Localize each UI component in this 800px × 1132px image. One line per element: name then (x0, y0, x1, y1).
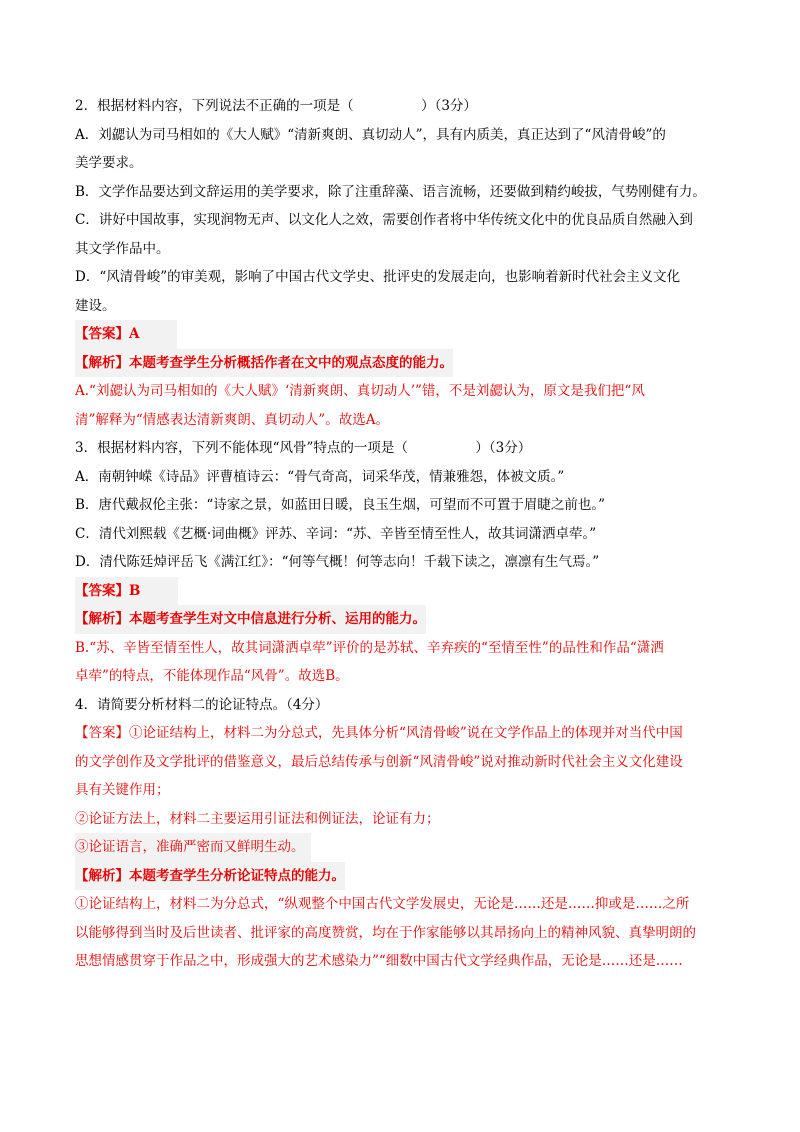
q2-option-a-line2: 美学要求。 (75, 155, 143, 171)
q4-answer-line5-row (75, 833, 727, 862)
q3-analysis: 【解析】本题考查学生对文中信息进行分析、运用的能力。 (75, 605, 426, 634)
q4-answer-line4: ②论证方法上，材料二主要运用引证法和例证法，论证有力； (75, 810, 440, 827)
q3-explanation-line2: 卓荦”的特点，不能体现作品“风骨”。故选B。 (75, 668, 349, 684)
q2-option-c-line2: 其文学作品中。 (75, 240, 170, 257)
q4-analysis: 【解析】本题考查学生分析论证特点的能力。 (75, 862, 345, 891)
q4-answer-line3: 具有关键作用； (75, 782, 170, 798)
q4-explanation-line1: ①论证结构上，材料二为分总式，“纵观整个中国古代文学发展史，无论是……还是……抑或是……之所 (75, 896, 690, 912)
q4-answer-line5: ③论证语言，准确严密而又鲜明生动。 (75, 833, 311, 862)
q4-analysis-row (75, 862, 727, 891)
q2-analysis: 【解析】本题考查学生分析概括作者在文中的观点态度的能力。 (75, 349, 453, 378)
q3-option-b: B．唐代戴叔伦主张：“诗家之景，如蓝田日暖，良玉生烟，可望而不可置于眉睫之前也。” (75, 497, 605, 513)
q3-explanation-line1: B.“苏、辛皆至情至性人，故其词潇洒卓荦”评价的是苏轼、辛弃疾的“至情至性”的品性和作品“潇洒 (75, 639, 664, 656)
q4-explanation-line3: 思想情感贯穿于作品之中，形成强大的艺术感染力”“细数中国古代文学经典作品，无论是……还是…… (75, 953, 683, 969)
q3-stem: 3．根据材料内容，下列不能体现“风骨”特点的一项是（ ）（3分） (75, 440, 532, 456)
q2-option-d-line2: 建设。 (75, 297, 116, 314)
q2-analysis-row (75, 349, 727, 378)
q3-analysis-row (75, 605, 727, 634)
q2-option-a-line1: A．刘勰认为司马相如的《大人赋》“清新爽朗、真切动人”，具有内质美，真正达到了“风清骨峻”的 (75, 126, 666, 143)
q4-answer-line1: 【答案】①论证结构上，材料二为分总式，先具体分析“风清骨峻”说在文学作品上的体现并对当代中国 (75, 725, 683, 741)
q2-option-d-line1: D．“风清骨峻”的审美观，影响了中国古代文学史、批评史的发展走向，也影响着新时代社会主义文化 (75, 269, 681, 285)
document-content (75, 92, 727, 976)
q2-explanation-line2: 清”解释为“情感表达清新爽朗、真切动人”。故选A。 (75, 411, 389, 428)
q2-option-b: B．文学作品要达到文辞运用的美学要求，除了注重辞藻、语言流畅，还要做到精约峻拔，气势刚健有力。 (75, 183, 706, 200)
q4-stem: 4．请简要分析材料二的论证特点。（4分） (75, 696, 329, 713)
q2-answer-row (75, 320, 727, 349)
q4-explanation-line2: 以能够得到当时及后世读者、批评家的高度赞赏，均在于作家能够以其昂扬向上的精神风貌、真挚明朗的 (75, 924, 696, 941)
q3-answer-row (75, 577, 727, 606)
q3-answer: 【答案】B (75, 577, 178, 606)
q2-option-c-line1: C．讲好中国故事，实现润物无声、以文化人之效，需要创作者将中华传统文化中的优良品质自然融入到 (75, 212, 693, 228)
q3-option-c: C．清代刘熙载《艺概·词曲概》评苏、辛词：“苏、辛皆至情至性人，故其词潇洒卓荦。” (75, 525, 597, 542)
q3-option-a: A．南朝钟嵘《诗品》评曹植诗云：“骨气奇高，词采华茂，情兼雅怨，体被文质。” (75, 468, 565, 485)
q3-option-d: D．清代陈廷焯评岳飞《满江红》：“何等气概！何等志向！千载下读之，凛凛有生气焉。” (75, 554, 600, 570)
q2-stem: 2．根据材料内容，下列说法不正确的一项是（ ）（3分） (75, 98, 477, 114)
q2-answer: 【答案】A (75, 320, 177, 349)
q4-answer-line2: 的文学创作及文学批评的借鉴意义，最后总结传承与创新“风清骨峻”说对推动新时代社会主义文化建设 (75, 753, 683, 770)
q2-explanation-line1: A.“刘勰认为司马相如的《大人赋》‘清新爽朗、真切动人’”错，不是刘勰认为，原文是我们把“风 (75, 383, 645, 399)
